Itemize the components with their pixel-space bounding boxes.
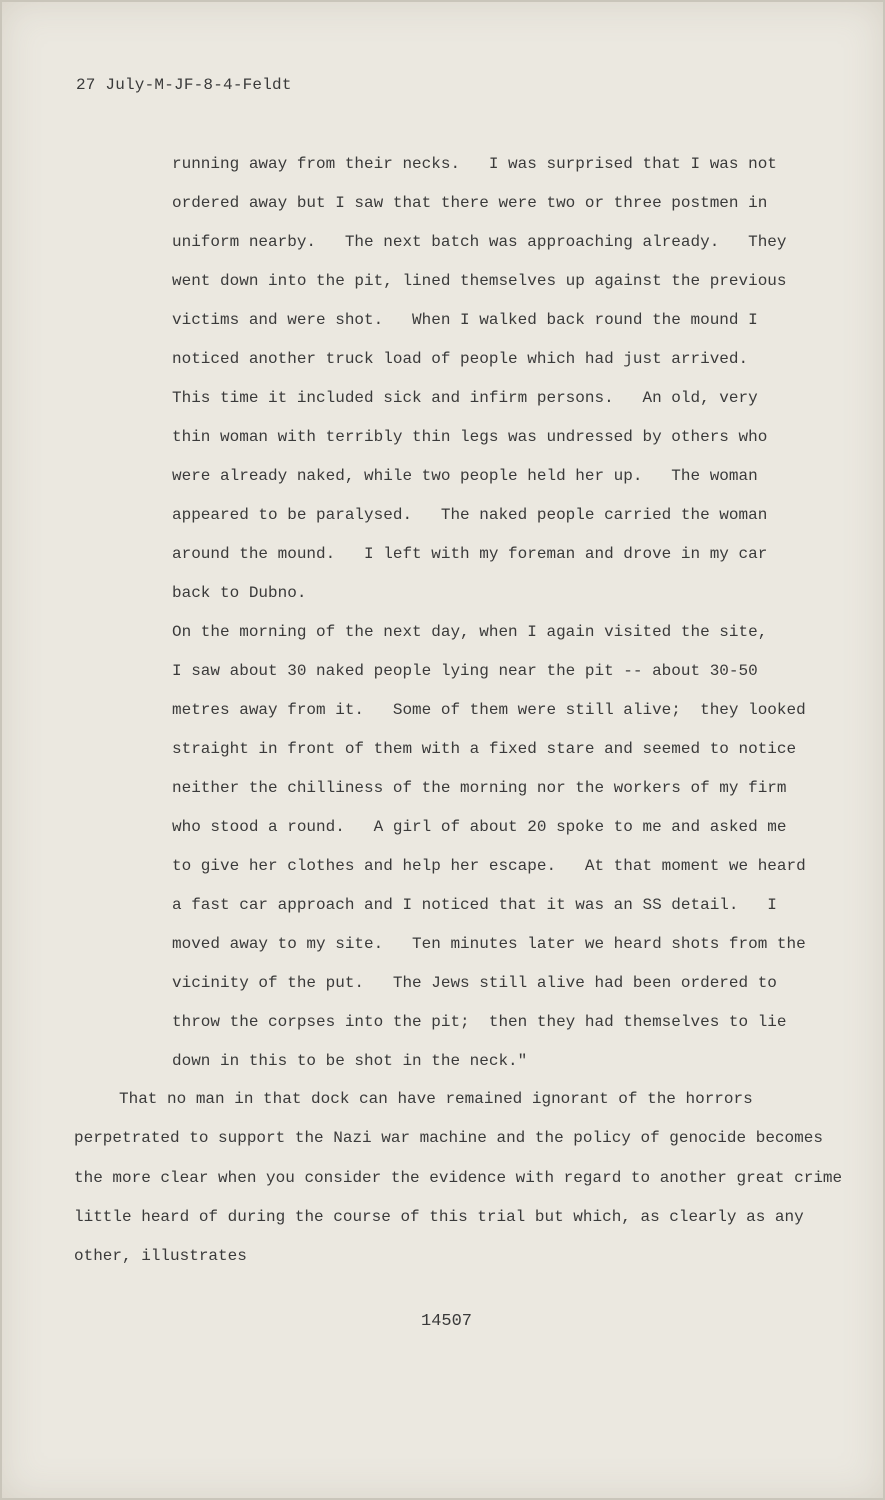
paragraph-line: the more clear when you consider the evidence with regard to another great crime: [74, 1168, 843, 1187]
quote-line: were already naked, while two people held her up. The woman: [172, 467, 758, 485]
quote-line: On the morning of the next day, when I again visited the site,: [172, 623, 768, 641]
quote-line: down in this to be shot in the neck.": [172, 1052, 528, 1070]
quote-line: around the mound. I left with my foreman and drove in my car: [172, 545, 768, 563]
quote-line: neither the chilliness of the morning nor the workers of my firm: [172, 779, 787, 797]
quote-line: went down into the pit, lined themselves up against the previous: [172, 272, 787, 290]
quote-line: to give her clothes and help her escape. At that moment we heard: [172, 857, 806, 875]
quote-line: victims and were shot. When I walked back round the mound I: [172, 311, 758, 329]
paragraph-line: perpetrated to support the Nazi war machine and the policy of genocide becomes: [74, 1129, 823, 1148]
quote-line: who stood a round. A girl of about 20 spoke to me and asked me: [172, 818, 787, 836]
quote-line: throw the corpses into the pit; then they had themselves to lie: [172, 1013, 787, 1031]
quote-line: This time it included sick and infirm persons. An old, very: [172, 389, 758, 407]
quote-line: thin woman with terribly thin legs was undressed by others who: [172, 428, 768, 446]
document-reference-header: 27 July-M-JF-8-4-Feldt: [76, 76, 292, 94]
paragraph-line: That no man in that dock can have remained ignorant of the horrors: [119, 1090, 753, 1108]
quote-line: straight in front of them with a fixed stare and seemed to notice: [172, 740, 797, 758]
page-number: 14507: [421, 1312, 473, 1331]
quote-line: vicinity of the put. The Jews still alive had been ordered to: [172, 974, 777, 992]
paragraph-line: little heard of during the course of this trial but which, as clearly as any: [74, 1207, 804, 1226]
quote-line: noticed another truck load of people which had just arrived.: [172, 350, 749, 368]
quote-line: I saw about 30 naked people lying near the pit -- about 30-50: [172, 662, 758, 680]
closing-paragraph: [74, 1088, 864, 1284]
quote-line: metres away from it. Some of them were still alive; they looked: [172, 701, 806, 719]
quote-line: running away from their necks. I was surprised that I was not: [172, 155, 777, 173]
quote-line: ordered away but I saw that there were two or three postmen in: [172, 194, 768, 212]
testimony-quote-block: [172, 153, 832, 1089]
quote-line: back to Dubno.: [172, 584, 307, 602]
quote-line: a fast car approach and I noticed that it was an SS detail. I: [172, 896, 777, 914]
quote-line: uniform nearby. The next batch was approaching already. They: [172, 233, 787, 251]
quote-line: appeared to be paralysed. The naked people carried the woman: [172, 506, 768, 524]
quote-line: moved away to my site. Ten minutes later we heard shots from the: [172, 935, 806, 953]
paragraph-line: other, illustrates: [74, 1247, 247, 1266]
